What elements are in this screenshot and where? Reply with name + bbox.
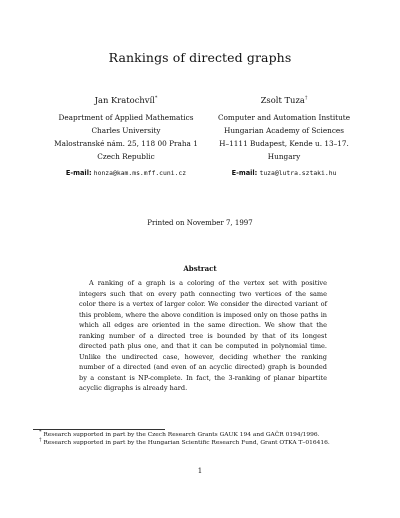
affiliation-line: Computer and Automation Institute: [217, 113, 351, 122]
author-name: Zsolt Tuza†: [260, 95, 308, 105]
affiliation-line: Hungarian Academy of Sciences: [223, 126, 345, 135]
affiliation-line: Malostranské nám. 25, 118 00 Praha 1: [54, 139, 198, 148]
affiliation-line: Czech Republic: [97, 152, 155, 161]
footnote-item: * Research supported in part by the Czech Research Grants GAUK 194 and GAČR 0194/1996.: [39, 429, 320, 438]
footnote-mark: †: [39, 437, 42, 444]
affiliation-line: H–1111 Budapest, Kende u. 13–17.: [219, 139, 349, 148]
footnotes: [33, 431, 369, 448]
author-email[interactable]: honza@kam.ms.mff.cuni.cz: [93, 169, 187, 177]
paper-title: Rankings of directed graphs: [108, 50, 292, 65]
author-footnote-mark: †: [304, 95, 308, 102]
email-label: E-mail:: [65, 169, 92, 177]
author-email[interactable]: tuza@lutra.sztaki.hu: [259, 169, 337, 177]
author-email-line: [184, 167, 384, 180]
affiliation-line: Hungary: [267, 152, 301, 161]
abstract-text: A ranking of a graph is a coloring of the vertex set with positive integers such that on every path connecting two vertices of the same color there is a vertex of larger color. We consider the directed variant of this problem, where the above condition is imposed only on those paths in which all edges are oriented in the same direction. We show that the ranking number of a directed tree is bounded by that of its longest directed path plus one, and that it can be computed in polynomial time. Unlike the undirected case, however, deciding whether the ranking number of a directed (and even of an acyclic directed) graph is bounded by a constant is NP-complete. In fact, the 3-ranking of planar bipartite acyclic digraphs is already hard.: [79, 279, 327, 392]
footnote-mark: *: [39, 429, 42, 436]
author-name: Jan Kratochvíl*: [94, 95, 158, 105]
printed-date: Printed on November 7, 1997: [147, 219, 253, 227]
email-label: E-mail:: [231, 169, 258, 177]
footnote-item: † Research supported in part by the Hungarian Scientific Research Fund, Grant OTKA T–016416.: [39, 437, 330, 447]
affiliation-line: Charles University: [91, 126, 161, 135]
footnote-divider: [33, 429, 165, 430]
affiliation-line: Deaprtment of Applied Mathematics: [58, 113, 194, 122]
author-block-tuza: [184, 94, 384, 180]
abstract-heading: Abstract: [183, 264, 217, 273]
page-number: 1: [197, 467, 203, 475]
author-footnote-mark: *: [154, 95, 158, 102]
